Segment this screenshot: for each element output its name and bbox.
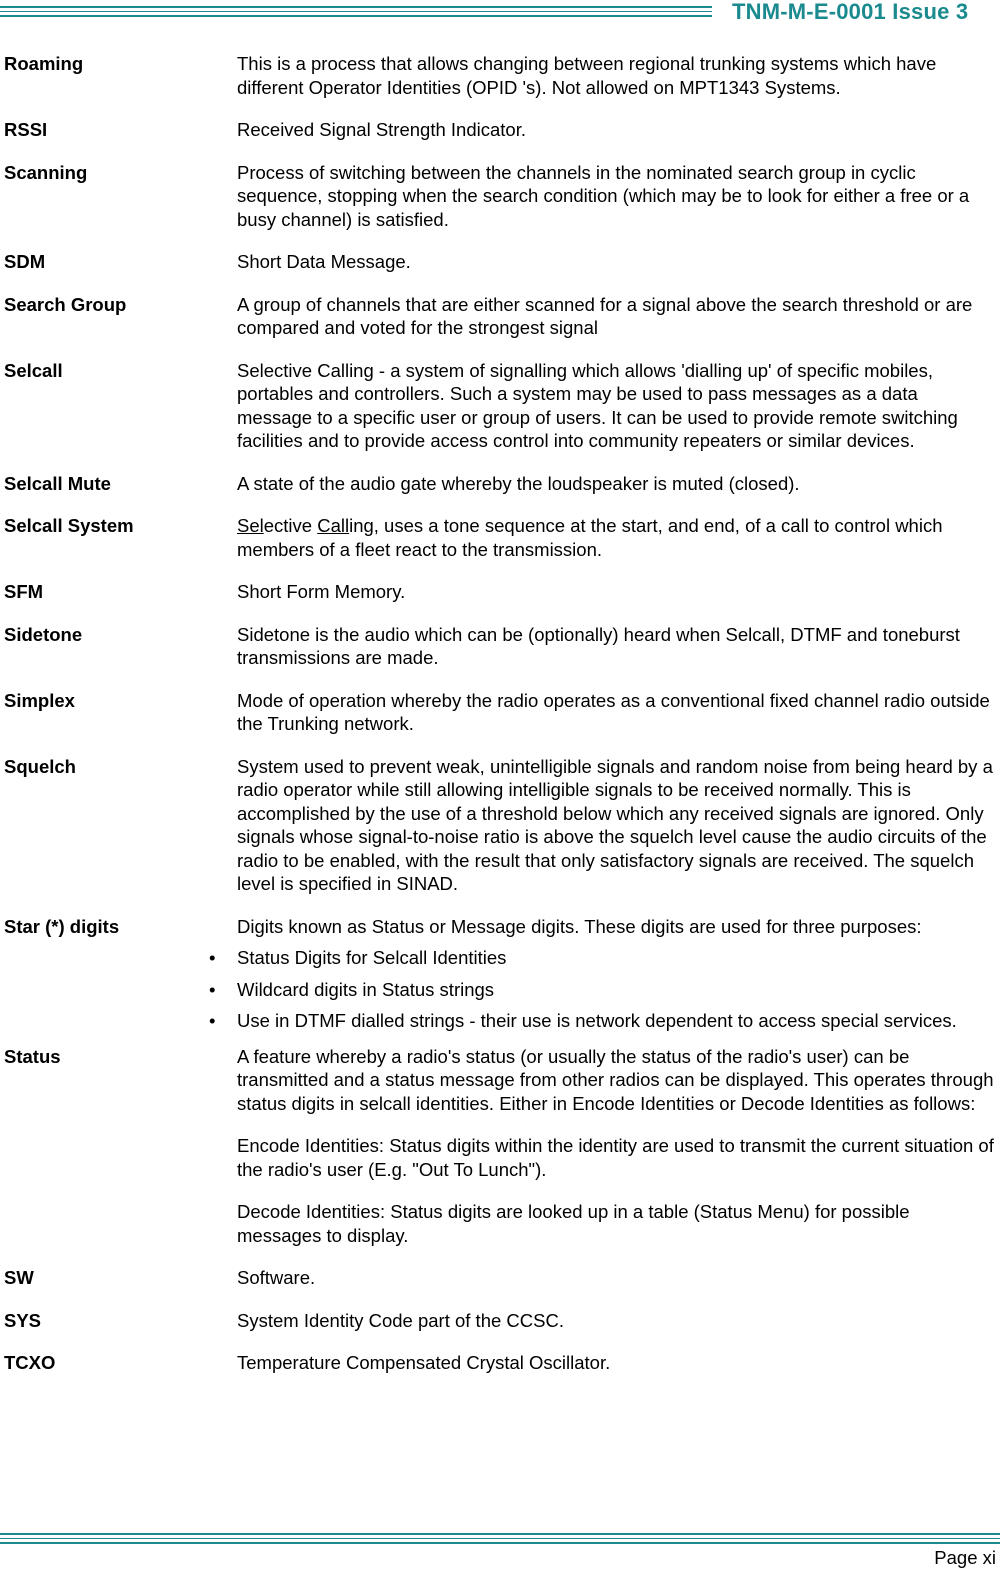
glossary-term: SW bbox=[4, 1267, 34, 1288]
glossary bbox=[0, 52, 1000, 1375]
bullet-icon: • bbox=[209, 1010, 216, 1031]
glossary-term: SYS bbox=[4, 1309, 42, 1331]
footer-rule bbox=[0, 1533, 1000, 1547]
page-header bbox=[0, 0, 1008, 26]
glossary-term: TCXO bbox=[4, 1352, 56, 1373]
glossary-term: Status bbox=[4, 1045, 61, 1067]
list-item bbox=[209, 1009, 997, 1033]
glossary-definition: Mode of operation whereby the radio operates as a conventional fixed channel radio outside the Trunking network. bbox=[237, 689, 990, 734]
glossary-definition: Sidetone is the audio which can be (optionally) heard when Selcall, DTMF and toneburst transmissions are made. bbox=[237, 623, 960, 668]
glossary-definition: Selective Calling - a system of signalling which allows 'dialling up' of specific mobiles, portables and controllers. Such a system may be used to pass messages as a data message to a specific user or group of users. It can be used to provide remote switching facilities and to provide access control into community repeaters or similar devices. bbox=[237, 359, 958, 451]
glossary-definition: System used to prevent weak, unintelligible signals and random noise from being heard by a radio operator while still allowing intelligible signals to be received normally. This is accomplished by the use of a threshold below which any received signals are ignored. Only signals whose signal-to-noise ratio is above the squelch level cause the audio circuits of the radio to be enabled, with the result that only satisfactory signals are received. The squelch level is specified in SINAD. bbox=[237, 755, 993, 894]
glossary-entry bbox=[0, 52, 1000, 99]
glossary-term: Sidetone bbox=[4, 623, 83, 645]
underlined-text: Sel bbox=[237, 515, 264, 536]
glossary-definition: This is a process that allows changing between regional trunking systems which have different Operator Identities (OPID 's). Not allowed on MPT1343 Systems. bbox=[237, 53, 937, 98]
glossary-term: Selcall System bbox=[4, 515, 134, 536]
list-item-text: Wildcard digits in Status strings bbox=[237, 978, 495, 1000]
definition-text: ective bbox=[263, 515, 318, 536]
definition-text: Digits known as Status or Message digits. These digits are used for three purposes: bbox=[237, 915, 922, 937]
list-item-text: Status Digits for Selcall Identities bbox=[237, 947, 507, 968]
glossary-entry bbox=[0, 689, 1000, 736]
glossary-definition: Software. bbox=[237, 1267, 316, 1288]
definition-text: Decode Identities: Status digits are looked up in a table (Status Menu) for possible messages to display. bbox=[237, 1201, 910, 1246]
glossary-term: Search Group bbox=[4, 293, 127, 315]
page-footer bbox=[0, 1533, 1008, 1583]
glossary-term: SFM bbox=[4, 581, 44, 602]
glossary-term: Star (*) digits bbox=[4, 915, 120, 937]
bullet-list bbox=[209, 946, 997, 1033]
glossary-term: Roaming bbox=[4, 53, 84, 74]
header-rule bbox=[0, 6, 712, 20]
glossary-entry bbox=[0, 755, 1000, 896]
glossary-entry bbox=[0, 580, 1000, 604]
glossary-entry bbox=[0, 250, 1000, 274]
list-item-text: Use in DTMF dialled strings - their use is network dependent to access special services. bbox=[237, 1010, 957, 1031]
glossary-term: SDM bbox=[4, 251, 46, 272]
glossary-definition: Process of switching between the channels in the nominated search group in cyclic sequence, stopping when the search condition (which may be to look for either a free or a busy channel) is satisfied. bbox=[237, 161, 970, 230]
glossary-term: Selcall Mute bbox=[4, 472, 111, 494]
glossary-entry bbox=[0, 1309, 1000, 1333]
glossary-term: Simplex bbox=[4, 689, 75, 711]
glossary-entry bbox=[0, 1045, 1000, 1248]
document-id: TNM-M-E-0001 Issue 3 bbox=[732, 0, 969, 24]
definition-text: ing, uses a tone sequence at the start, and end, of a call to control which members of a fleet react to the transmission. bbox=[237, 515, 943, 560]
list-item bbox=[209, 946, 997, 970]
glossary-entry bbox=[0, 1351, 1000, 1375]
glossary-entry bbox=[0, 915, 1000, 1033]
page-number: Page xi bbox=[934, 1547, 996, 1568]
glossary-definition: A group of channels that are either scanned for a signal above the search threshold or are compared and voted for the strongest signal bbox=[237, 293, 973, 338]
glossary-definition: System Identity Code part of the CCSC. bbox=[237, 1309, 564, 1331]
glossary-definition: A state of the audio gate whereby the loudspeaker is muted (closed). bbox=[237, 472, 800, 494]
glossary-term: Selcall bbox=[4, 359, 63, 381]
glossary-entry bbox=[0, 161, 1000, 232]
definition-text: A feature whereby a radio's status (or usually the status of the radio's user) can be transmitted and a status message from other radios can be displayed. This operates through status digits in selcall identities. Either in Encode Identities or Decode Identities as follows: bbox=[237, 1045, 994, 1114]
glossary-entry bbox=[0, 359, 1000, 453]
glossary-entry bbox=[0, 623, 1000, 670]
bullet-icon: • bbox=[209, 978, 216, 1000]
glossary-entry bbox=[0, 293, 1000, 340]
glossary-term: RSSI bbox=[4, 119, 48, 140]
glossary-definition bbox=[237, 1045, 997, 1248]
glossary-term: Squelch bbox=[4, 755, 76, 777]
glossary-entry bbox=[0, 1266, 1000, 1290]
glossary-definition bbox=[209, 915, 997, 1033]
glossary-entry bbox=[0, 118, 1000, 142]
glossary-definition: Temperature Compensated Crystal Oscillator. bbox=[237, 1352, 611, 1373]
list-item bbox=[209, 978, 997, 1002]
glossary-definition: Short Form Memory. bbox=[237, 581, 406, 602]
glossary-entry bbox=[0, 472, 1000, 496]
definition-text: Encode Identities: Status digits within the identity are used to transmit the current situation of the radio's user (E.g. "Out To Lunch"). bbox=[237, 1135, 994, 1180]
glossary-definition: Received Signal Strength Indicator. bbox=[237, 119, 526, 140]
underlined-text: Call bbox=[317, 515, 350, 536]
glossary-definition bbox=[237, 514, 997, 561]
bullet-icon: • bbox=[209, 947, 216, 968]
glossary-definition: Short Data Message. bbox=[237, 251, 411, 272]
glossary-term: Scanning bbox=[4, 161, 88, 183]
glossary-entry bbox=[0, 514, 1000, 561]
